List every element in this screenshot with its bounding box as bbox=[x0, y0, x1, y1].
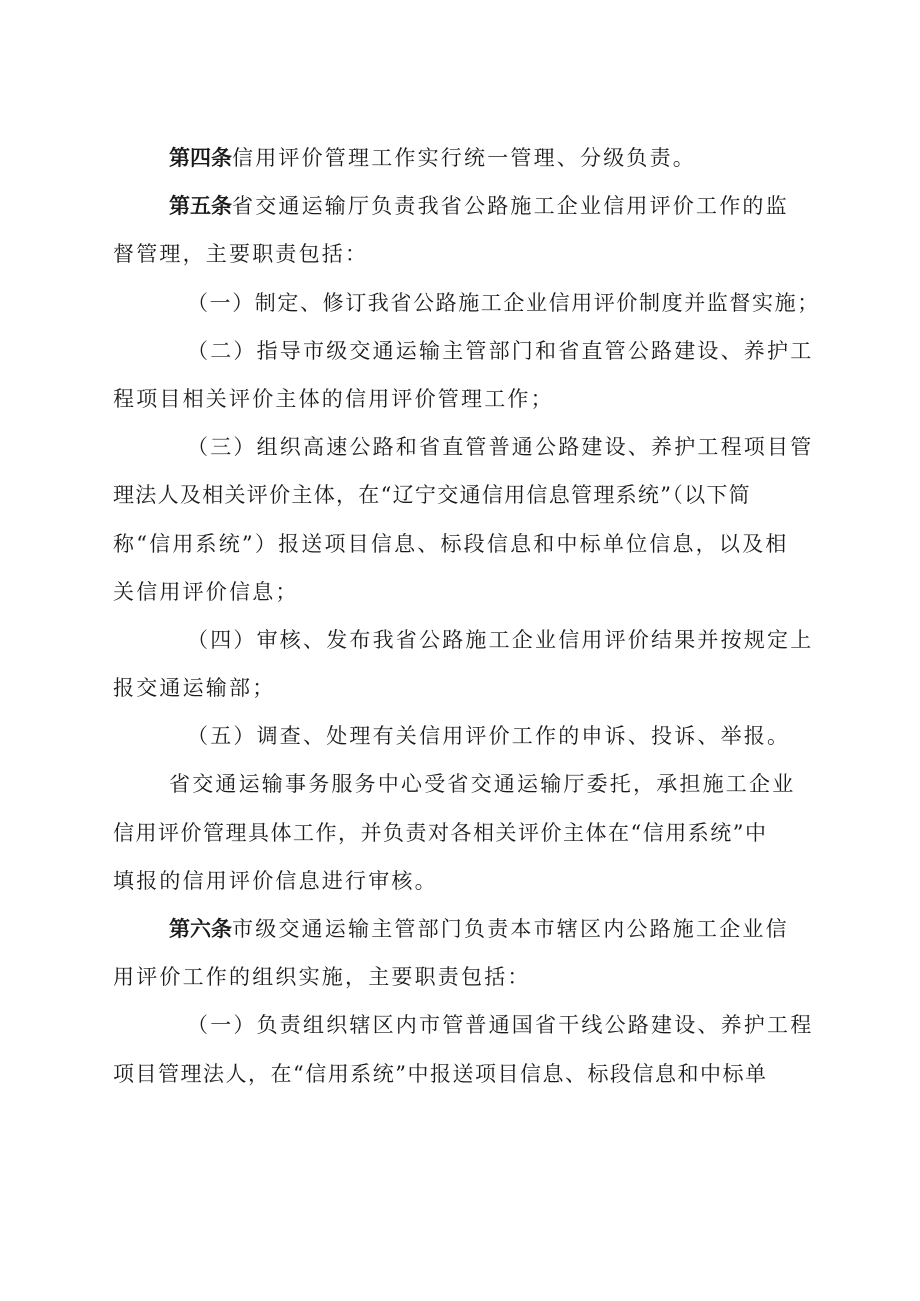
item-4-line-2: 报交通运输部； bbox=[113, 676, 276, 701]
article-4-line-1 bbox=[113, 134, 823, 182]
article-5-line-2: 督管理，主要职责包括： bbox=[113, 242, 369, 267]
item-2-line-1: （二）指导市级交通运输主管部门和省直管公路建设、养护工 bbox=[187, 338, 814, 363]
article-6-line-2: 用评价工作的组织实施，主要职责包括： bbox=[113, 965, 531, 990]
text-run: 信用评价管理工作实行统一管理、分级负责。 bbox=[232, 146, 696, 170]
article-number: 第五条 bbox=[169, 194, 232, 219]
document-body bbox=[113, 134, 823, 1098]
article-number: 第六条 bbox=[169, 917, 232, 941]
text-run: 市级交通运输主管部门负责本市辖区内公路施工企业信 bbox=[232, 917, 789, 941]
item-3-line-3: 称“信用系统”）报送项目信息、标段信息和中标单位信息，以及相 bbox=[113, 531, 789, 556]
article-6-line-1 bbox=[113, 905, 823, 953]
item-3-line-2: 理法人及相关评价主体，在“辽宁交通信用信息管理系统”（以下简 bbox=[113, 483, 751, 508]
item-3-line-4: 关信用评价信息； bbox=[113, 579, 299, 604]
item-1-line-1: （一）制定、修订我省公路施工企业信用评价制度并监督实施； bbox=[187, 290, 820, 315]
text-run: 省交通运输厅负责我省公路施工企业信用评价工作的监 bbox=[232, 194, 789, 219]
item-3-line-1: （三）组织高速公路和省直管普通公路建设、养护工程项目管 bbox=[187, 435, 814, 460]
item-5-line-1: （五）调查、处理有关信用评价工作的申诉、投诉、举报。 bbox=[187, 724, 791, 749]
art6-item-1-line-2: 项目管理法人，在“信用系统”中报送项目信息、标段信息和中标单 bbox=[113, 1061, 768, 1086]
item-4-line-1: （四）审核、发布我省公路施工企业信用评价结果并按规定上 bbox=[187, 627, 814, 652]
article-5-line-1 bbox=[113, 182, 823, 230]
article-number: 第四条 bbox=[169, 146, 232, 170]
center-para-line-2: 信用评价管理具体工作，并负责对各相关评价主体在“信用系统”中 bbox=[113, 820, 768, 845]
center-para-line-3: 填报的信用评价信息进行审核。 bbox=[113, 868, 438, 893]
center-para-line-1: 省交通运输事务服务中心受省交通运输厅委托，承担施工企业 bbox=[169, 772, 796, 797]
art6-item-1-line-1: （一）负责组织辖区内市管普通国省干线公路建设、养护工程 bbox=[187, 1013, 814, 1038]
item-2-line-2: 程项目相关评价主体的信用评价管理工作； bbox=[113, 386, 554, 411]
